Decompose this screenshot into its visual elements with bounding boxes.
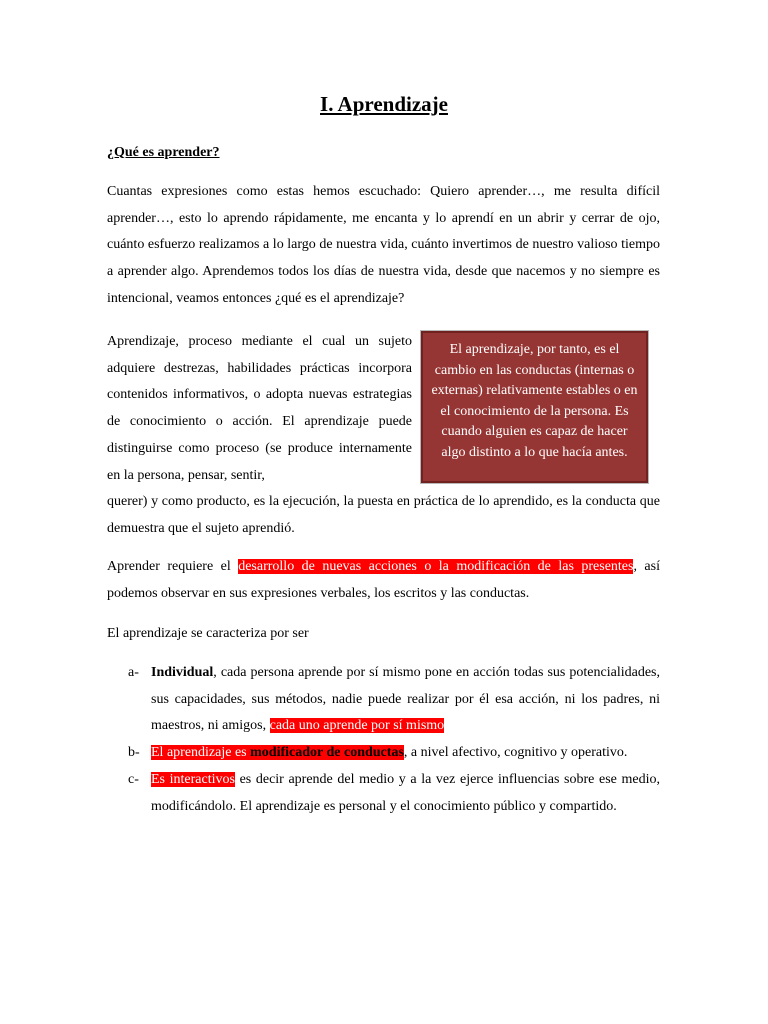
list-item-highlight-prefix: El aprendizaje es [151, 745, 251, 761]
characteristics-intro: El aprendizaje se caracteriza por ser [107, 626, 309, 641]
list-item-body [151, 660, 660, 740]
list-item-bold-term: modificador de conductas [250, 745, 404, 761]
list-item-body [151, 740, 660, 767]
list-item [107, 740, 660, 767]
list-item-text: es decir aprende del medio y a la vez ejerce influencias sobre ese medio, modificándolo. El aprendizaje es personal y el conocimiento público y compartido. [151, 771, 660, 814]
list-item-highlight: Es interactivos [151, 771, 235, 787]
requirement-highlight: desarrollo de nuevas acciones o la modificación de las presentes [238, 559, 634, 574]
list-marker: c- [128, 771, 139, 787]
list-item-bold-term: Individual [151, 665, 214, 680]
list-item [107, 660, 660, 740]
requirement-text-before: Aprender requiere el [107, 559, 239, 574]
list-item-body [151, 767, 660, 820]
list-item-text: , cada persona aprende por sí mismo pone en acción todas sus potencialidades, sus capacidades, sus métodos, nadie puede realizar por él esa acción, ni los padres, ni maestros, ni amigos, [151, 665, 660, 734]
page-title: I. Aprendizaje [320, 92, 448, 116]
list-item [107, 767, 660, 820]
definition-text-below-callout: querer) y como producto, es la ejecución, la puesta en práctica de lo aprendido, es la conducta que demuestra que el sujeto aprendió. [107, 494, 660, 536]
list-item-highlight [151, 745, 404, 760]
list-marker: b- [128, 745, 140, 761]
section-subheading: ¿Qué es aprender? [107, 145, 220, 160]
list-marker: a- [128, 665, 139, 680]
requirement-paragraph [107, 554, 660, 607]
requirement-text-after: , así podemos observar en sus expresiones verbales, los escritos y las conductas. [107, 559, 660, 601]
intro-paragraph: Cuantas expresiones como estas hemos escuchado: Quiero aprender…, me resulta difícil aprender…, esto lo aprendo rápidamente, me encanta y lo aprendí en un abrir y cerrar de ojo, cuánto esfuerzo realizamos a lo largo de nuestra vida, cuánto invertimos de nuestro valioso tiempo a aprender algo. Aprendemos todos los días de nuestra vida, desde que nacemos y no siempre es intencional, veamos entonces ¿qué es el aprendizaje? [107, 184, 660, 306]
characteristics-list [107, 660, 660, 820]
list-item-text: , a nivel afectivo, cognitivo y operativo. [403, 745, 628, 761]
definition-text-beside-callout: Aprendizaje, proceso mediante el cual un sujeto adquiere destrezas, habilidades prácticas incorpora contenidos informativos, o adopta nuevas estrategias de conocimiento o acción. El aprendizaje puede distinguirse como proceso (se produce internamente en la persona, pensar, sentir, [107, 334, 412, 483]
list-item-highlight: cada uno aprende por sí mismo [269, 718, 445, 734]
definition-callout-box: El aprendizaje, por tanto, es el cambio en las conductas (internas o externas) relativamente estables o en el conocimiento de la persona. Es cuando alguien es capaz de hacer algo distinto a lo que hacía antes. [421, 331, 648, 483]
